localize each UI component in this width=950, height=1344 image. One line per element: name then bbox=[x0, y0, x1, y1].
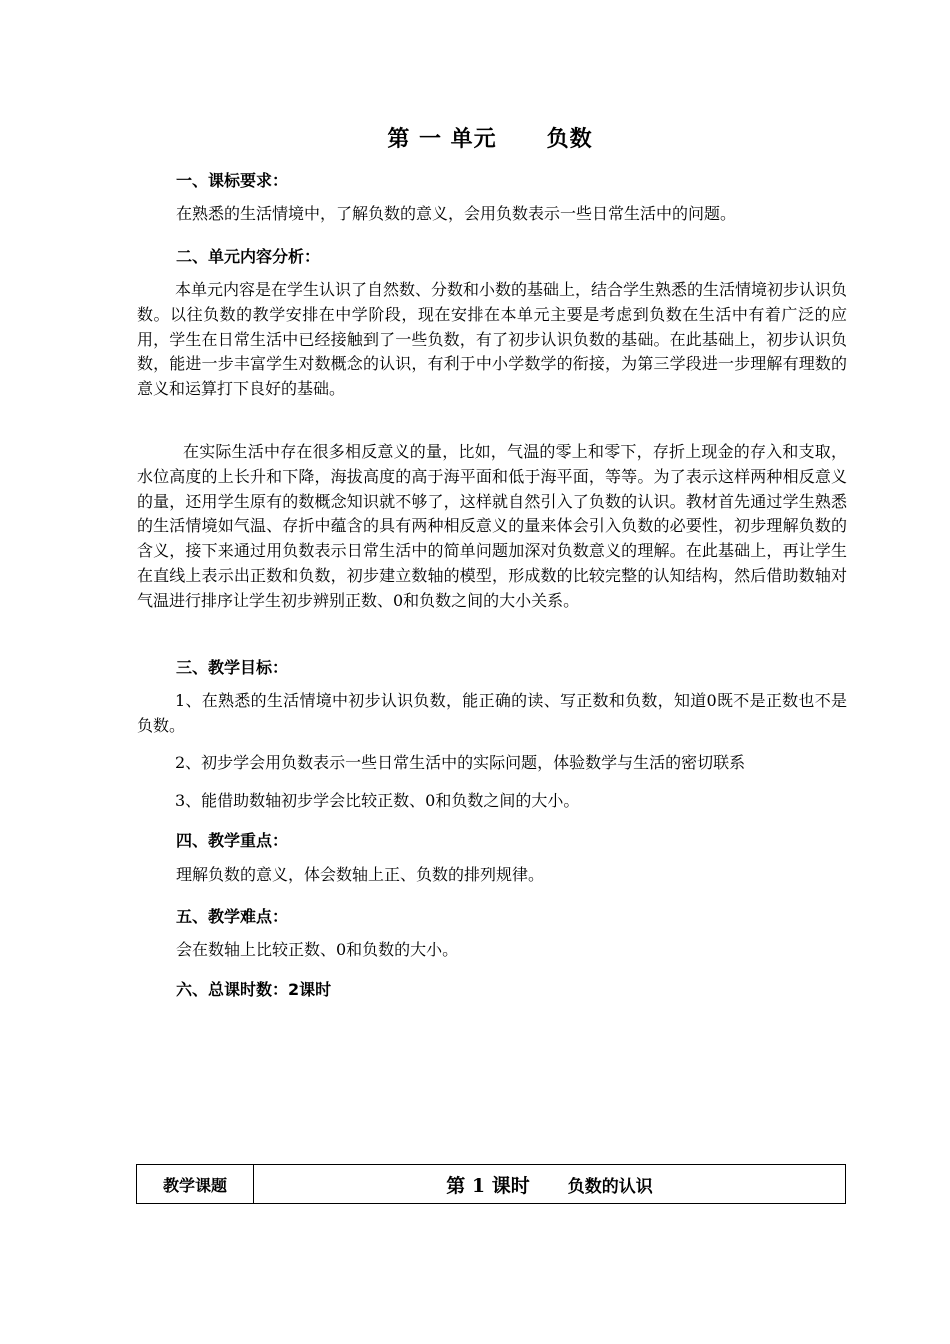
unit-title-name: 负数 bbox=[546, 126, 593, 152]
section-heading-goals: 三、教学目标： bbox=[176, 658, 289, 677]
difficulties-text: 会在数轴上比较正数、0和负数的大小。 bbox=[176, 940, 459, 959]
unit-title bbox=[0, 122, 950, 153]
section-heading-analysis: 二、单元内容分析： bbox=[176, 247, 321, 266]
lesson-label-cell: 教学课题 bbox=[137, 1165, 254, 1204]
analysis-paragraph-2: 在实际生活中存在很多相反意义的量，比如，气温的零上和零下，存折上现金的存入和支取，水位高度的上长升和下降，海拔高度的高于海平面和低于海平面，等等。为了表示这样两种相反意义的量，还用学生原有的数概念知识就不够了，这样就自然引入了负数的认识。教材首先通过学生熟悉的生活情境如气温、存折中蕴含的具有两种相反意义的量来体会引入负数的必要性，初步理解负数的含义，接下来通过用负数表示日常生活中的简单问题加深对负数意义的理解。在此基础上，再让学生在直线上表示出正数和负数，初步建立数轴的模型，形成数的比较完整的认知结构，然后借助数轴对气温进行排序让学生初步辨别正数、0和负数之间的大小关系。 bbox=[137, 442, 847, 610]
lesson-title-cell bbox=[254, 1165, 846, 1204]
section-heading-total-hours: 六、总课时数：2课时 bbox=[176, 980, 332, 999]
analysis-paragraph-1: 本单元内容是在学生认识了自然数、分数和小数的基础上，结合学生熟悉的生活情境初步认识负数。以往负数的教学安排在中学阶段，现在安排在本单元主要是考虑到负数在生活中有着广泛的应用，学生在日常生活中已经接触到了一些负数，有了初步认识负数的基础。在此基础上，初步认识负数，能进一步丰富学生对数概念的认识，有利于中小学数学的衔接，为第三学段进一步理解有理数的意义和运算打下良好的基础。 bbox=[137, 280, 848, 399]
key-points-text: 理解负数的意义，体会数轴上正、负数的排列规律。 bbox=[176, 865, 545, 884]
curriculum-text: 在熟悉的生活情境中，了解负数的意义，会用负数表示一些日常生活中的问题。 bbox=[176, 204, 737, 223]
goal-2: 2、初步学会用负数表示一些日常生活中的实际问题，体验数学与生活的密切联系 bbox=[175, 753, 746, 772]
unit-title-number: 第 一 单元 bbox=[387, 126, 497, 152]
section-heading-key-points: 四、教学重点： bbox=[176, 831, 289, 850]
goal-3: 3、能借助数轴初步学会比较正数、0和负数之间的大小。 bbox=[175, 791, 580, 810]
lesson-number: 第 1 课时 bbox=[446, 1174, 530, 1197]
section-heading-curriculum: 一、课标要求： bbox=[176, 171, 289, 190]
lesson-table-row bbox=[137, 1165, 846, 1204]
section-heading-difficulties: 五、教学难点： bbox=[176, 907, 289, 926]
lesson-name: 负数的认识 bbox=[567, 1176, 653, 1197]
lesson-table bbox=[136, 1164, 846, 1204]
goal-1: 1、在熟悉的生活情境中初步认识负数，能正确的读、写正数和负数，知道0既不是正数也不是负数。 bbox=[137, 691, 847, 735]
